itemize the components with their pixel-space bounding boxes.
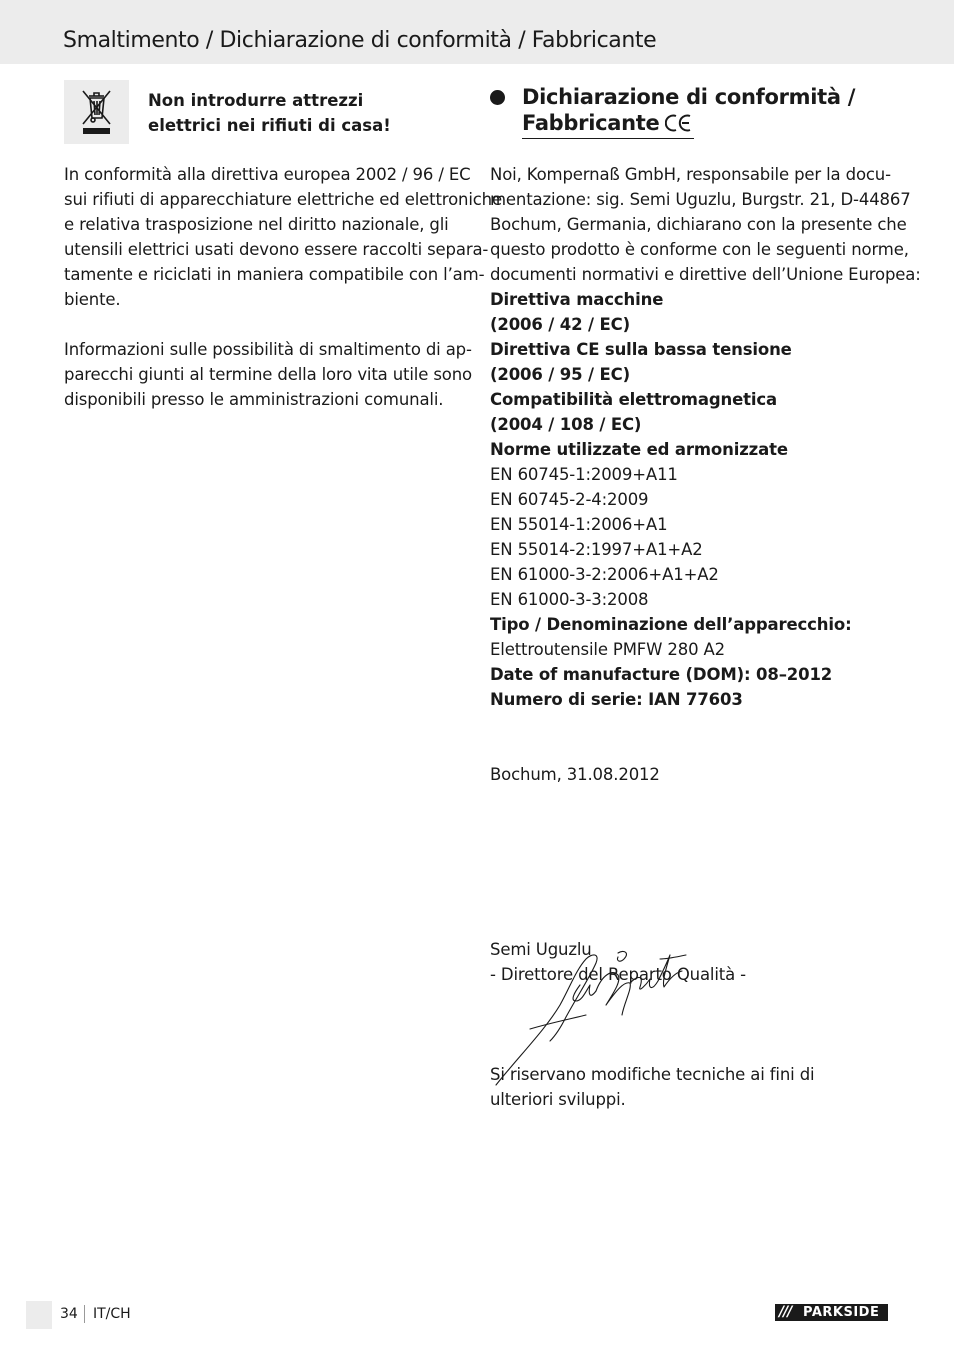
footer-divider <box>84 1305 85 1323</box>
text-line: (2004 / 108 / EC) <box>490 415 642 434</box>
page-title: Smaltimento / Dichiarazione di conformità / Fabbricante <box>63 28 657 53</box>
text-line: sui rifiuti di apparecchiature elettriche ed elettroniche <box>64 190 502 209</box>
heading-underline <box>522 138 694 139</box>
disposal-warning <box>148 88 418 138</box>
standard-item: EN 55014-1:2006+A1 <box>490 515 668 534</box>
dom-line: Date of manufacture (DOM): 08–2012 <box>490 665 833 684</box>
type-value: Elettroutensile PMFW 280 A2 <box>490 640 726 659</box>
device-type <box>490 612 910 662</box>
standard-item: EN 61000-3-3:2008 <box>490 590 649 609</box>
standards-list <box>490 437 910 612</box>
standard-item: EN 60745-2-4:2009 <box>490 490 649 509</box>
page-number-box <box>26 1301 52 1329</box>
standard-item: EN 61000-3-2:2006+A1+A2 <box>490 565 719 584</box>
text-line: Bochum, Germania, dichiarano con la presente che <box>490 215 907 234</box>
text-line: ulteriori sviluppi. <box>490 1090 626 1109</box>
heading-line: Dichiarazione di conformità / <box>522 85 856 109</box>
text-line: Direttiva CE sulla bassa tensione <box>490 340 792 359</box>
ce-mark-icon <box>665 113 693 133</box>
type-label: Tipo / Denominazione dell’apparecchio: <box>490 615 852 634</box>
brand-name: PARKSIDE <box>803 1305 880 1320</box>
standards-label: Norme utilizzate ed armonizzate <box>490 440 788 459</box>
text-line: (2006 / 42 / EC) <box>490 315 630 334</box>
text-line: biente. <box>64 290 121 309</box>
disposal-info-paragraph <box>64 337 472 412</box>
text-line: In conformità alla direttiva europea 2002 / 96 / EC <box>64 165 471 184</box>
signer-name: Semi Uguzlu <box>490 940 592 959</box>
warning-line: elettrici nei rifiuti di casa! <box>148 116 391 135</box>
text-line: e relativa trasposizione nel diritto nazionale, gli <box>64 215 449 234</box>
directive-machinery <box>490 287 910 337</box>
disposal-section <box>64 162 502 412</box>
brand-slashes: /// <box>779 1304 792 1320</box>
text-line: Informazioni sulle possibilità di smaltimento di ap- <box>64 340 472 359</box>
text-line: disponibili presso le amministrazioni comunali. <box>64 390 444 409</box>
page-number: 34 <box>60 1306 78 1322</box>
text-line: questo prodotto è conforme con le seguenti norme, <box>490 240 909 259</box>
disposal-paragraph <box>64 162 502 312</box>
text-line: utensili elettrici usati devono essere raccolti separa- <box>64 240 489 259</box>
text-line: Compatibilità elettromagnetica <box>490 390 777 409</box>
directive-emc <box>490 387 910 437</box>
text-line: tamente e riciclati in maniera compatibile con l’am- <box>64 265 485 284</box>
place-date <box>490 762 910 787</box>
text-line: parecchi giunti al termine della loro vita utile sono <box>64 365 472 384</box>
text-line: (2006 / 95 / EC) <box>490 365 630 384</box>
heading-line <box>522 110 855 136</box>
text-line: documenti normativi e direttive dell’Unione Europea: <box>490 265 921 284</box>
standard-item: EN 55014-2:1997+A1+A2 <box>490 540 703 559</box>
declaration-heading <box>522 84 855 136</box>
serial-line: Numero di serie: IAN 77603 <box>490 690 743 709</box>
text-line: Direttiva macchine <box>490 290 664 309</box>
crossed-out-wheelie-bin-icon <box>80 88 113 136</box>
directive-low-voltage <box>490 337 910 387</box>
declaration-intro <box>490 162 921 287</box>
handwritten-signature <box>490 945 700 1090</box>
bullet-icon <box>490 90 505 105</box>
text-line: mentazione: sig. Semi Uguzlu, Burgstr. 21, D-44867 <box>490 190 911 209</box>
manufacture-info <box>490 662 910 712</box>
standard-item: EN 60745-1:2009+A11 <box>490 465 678 484</box>
weee-symbol-box <box>64 80 129 144</box>
heading-text: Fabbricante <box>522 111 660 135</box>
parkside-logo <box>775 1304 888 1321</box>
text-line: Noi, Kompernaß GmbH, responsabile per la docu- <box>490 165 891 184</box>
signer-title: - Direttore del Reparto Qualità - <box>490 965 746 984</box>
text-line: Bochum, 31.08.2012 <box>490 765 660 784</box>
warning-line: Non introdurre attrezzi <box>148 91 364 110</box>
locale-code: IT/CH <box>93 1306 131 1322</box>
text-line: Si riservano modifiche tecniche ai fini di <box>490 1065 815 1084</box>
